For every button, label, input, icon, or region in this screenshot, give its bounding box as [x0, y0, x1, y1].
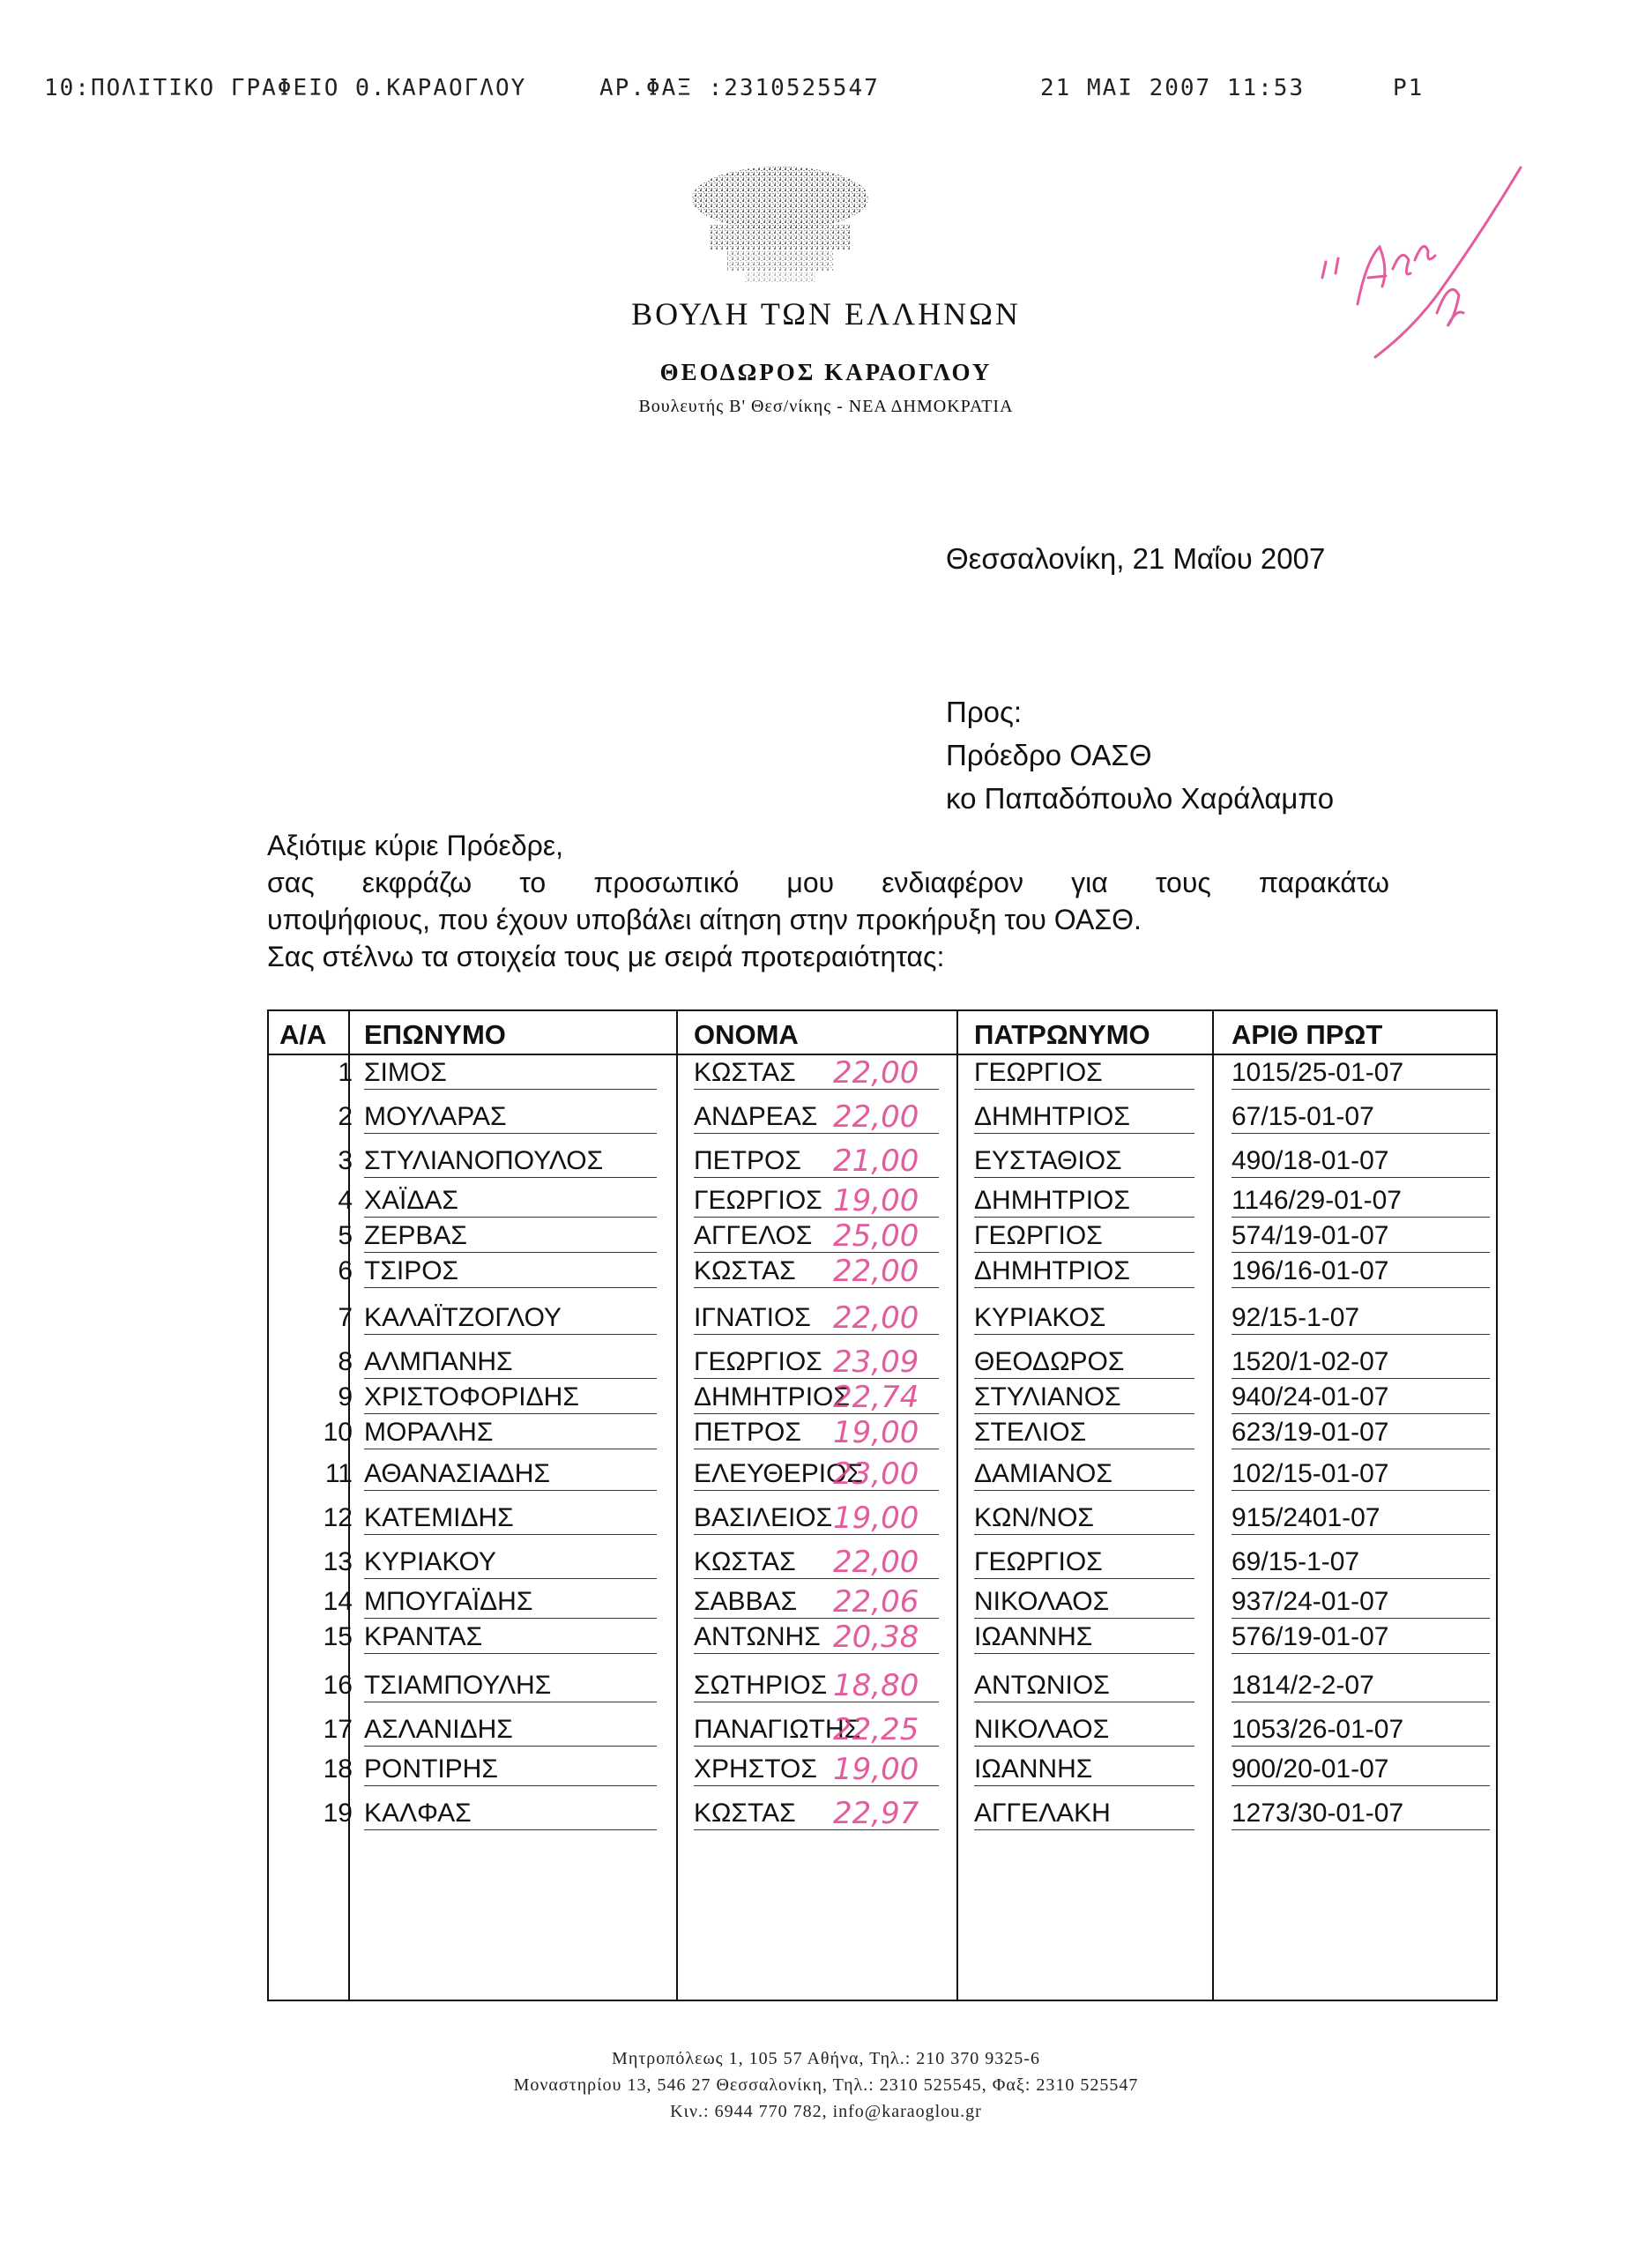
- row-number: 14: [323, 1587, 353, 1616]
- candidate-patronym: ΙΩΑΝΝΗΣ: [974, 1754, 1093, 1784]
- recipient-block: [946, 690, 1334, 820]
- candidate-firstname: ΠΕΤΡΟΣ: [694, 1418, 801, 1447]
- protocol-number: 574/19-01-07: [1232, 1221, 1389, 1250]
- candidate-firstname: ΒΑΣΙΛΕΙΟΣ: [694, 1503, 833, 1532]
- candidate-patronym: ΚΥΡΙΑΚΟΣ: [974, 1303, 1106, 1332]
- row-underline: [694, 1578, 939, 1579]
- row-underline: [694, 1089, 939, 1090]
- table-row: [269, 1055, 1496, 1091]
- handwritten-score: 22,00: [833, 1300, 919, 1336]
- handwritten-score: 19,00: [833, 1415, 919, 1450]
- row-number: 5: [338, 1221, 353, 1250]
- fax-number: ΑΡ.ΦΑΞ :2310525547: [599, 75, 880, 101]
- protocol-number: 900/20-01-07: [1232, 1754, 1389, 1784]
- row-number: 7: [338, 1303, 353, 1332]
- row-number: 8: [338, 1347, 353, 1376]
- footer-address-athens: Μητροπόλεως 1, 105 57 Αθήνα, Τηλ.: 210 370 9325-6: [612, 2049, 1040, 2068]
- row-underline: [1232, 1578, 1490, 1579]
- candidate-surname: ΜΠΟΥΓΑΪΔΗΣ: [364, 1587, 533, 1616]
- row-underline: [694, 1618, 939, 1619]
- fax-page: P1: [1393, 75, 1425, 101]
- candidate-surname: ΖΕΡΒΑΣ: [364, 1221, 467, 1250]
- table-row: [269, 1218, 1496, 1254]
- row-number: 6: [338, 1256, 353, 1285]
- candidate-surname: ΚΡΑΝΤΑΣ: [364, 1622, 483, 1651]
- candidate-surname: ΜΟΡΑΛΗΣ: [364, 1418, 494, 1447]
- candidate-surname: ΧΑΪΔΑΣ: [364, 1186, 458, 1215]
- row-underline: [974, 1177, 1194, 1178]
- candidate-firstname: ΧΡΗΣΤΟΣ: [694, 1754, 817, 1784]
- parliament-emblem-icon: [679, 163, 882, 295]
- handwritten-score: 22,00: [833, 1055, 919, 1091]
- row-underline: [974, 1252, 1194, 1253]
- row-underline: [974, 1578, 1194, 1579]
- row-underline: [974, 1287, 1194, 1288]
- row-number: 16: [323, 1671, 353, 1700]
- table-row: [269, 1712, 1496, 1747]
- column-header-aa: Α/Α: [279, 1019, 327, 1050]
- row-number: 18: [323, 1754, 353, 1784]
- row-underline: [1232, 1287, 1490, 1288]
- column-header-patronym: ΠΑΤΡΩΝΥΜΟ: [974, 1019, 1150, 1050]
- candidate-patronym: ΙΩΑΝΝΗΣ: [974, 1622, 1093, 1651]
- row-underline: [1232, 1217, 1490, 1218]
- handwritten-score: 18,80: [833, 1668, 919, 1703]
- row-number: 2: [338, 1102, 353, 1131]
- table-row: [269, 1099, 1496, 1135]
- protocol-number: 1015/25-01-07: [1232, 1058, 1404, 1087]
- candidate-patronym: ΝΙΚΟΛΑΟΣ: [974, 1715, 1110, 1744]
- candidate-surname: ΤΣΙΡΟΣ: [364, 1256, 459, 1285]
- candidates-table: [267, 1009, 1498, 2001]
- handwritten-score: 23,00: [833, 1456, 919, 1492]
- candidate-firstname: ΓΕΩΡΓΙΟΣ: [694, 1186, 822, 1215]
- row-underline: [364, 1653, 657, 1654]
- row-underline: [974, 1618, 1194, 1619]
- candidate-firstname: ΠΑΝΑΓΙΩΤΗΣ: [694, 1715, 861, 1744]
- protocol-number: 1146/29-01-07: [1232, 1186, 1402, 1215]
- handwritten-score: 19,00: [833, 1752, 919, 1787]
- protocol-number: 915/2401-07: [1232, 1503, 1380, 1532]
- row-number: 19: [323, 1799, 353, 1828]
- row-underline: [974, 1785, 1194, 1786]
- recipient-name: κο Παπαδόπουλο Χαράλαμπο: [946, 782, 1335, 815]
- row-underline: [694, 1133, 939, 1134]
- row-number: 17: [323, 1715, 353, 1744]
- row-underline: [364, 1785, 657, 1786]
- protocol-number: 102/15-01-07: [1232, 1459, 1389, 1488]
- table-row: [269, 1752, 1496, 1787]
- candidate-surname: ΑΣΛΑΝΙΔΗΣ: [364, 1715, 513, 1744]
- row-number: 4: [338, 1186, 353, 1215]
- handwritten-score: 20,38: [833, 1620, 919, 1655]
- row-underline: [974, 1089, 1194, 1090]
- row-underline: [694, 1177, 939, 1178]
- protocol-number: 937/24-01-07: [1232, 1587, 1389, 1616]
- row-underline: [1232, 1785, 1490, 1786]
- mp-name: ΘΕΟΔΩΡΟΣ ΚΑΡΑΟΓΛΟΥ: [659, 359, 993, 385]
- protocol-number: 1273/30-01-07: [1232, 1799, 1404, 1828]
- row-underline: [364, 1534, 657, 1535]
- candidate-firstname: ΚΩΣΤΑΣ: [694, 1547, 796, 1576]
- candidate-surname: ΡΟΝΤΙΡΗΣ: [364, 1754, 498, 1784]
- table-row: [269, 1254, 1496, 1289]
- candidate-surname: ΚΑΤΕΜΙΔΗΣ: [364, 1503, 514, 1532]
- table-row: [269, 1345, 1496, 1380]
- row-underline: [974, 1534, 1194, 1535]
- row-number: 1: [338, 1058, 353, 1087]
- row-underline: [1232, 1133, 1490, 1134]
- table-row: [269, 1183, 1496, 1218]
- table-row: [269, 1501, 1496, 1536]
- table-row: [269, 1456, 1496, 1492]
- row-underline: [1232, 1378, 1490, 1379]
- candidate-firstname: ΑΓΓΕΛΟΣ: [694, 1221, 813, 1250]
- row-underline: [364, 1334, 657, 1335]
- table-row: [269, 1380, 1496, 1415]
- fax-datetime: 21 ΜΑΙ 2007 11:53: [1040, 75, 1306, 101]
- footer-contact: Κιν.: 6944 770 782, info@karaoglou.gr: [670, 2102, 982, 2121]
- candidate-firstname: ΕΛΕΥΘΕΡΙΟΣ: [694, 1459, 863, 1488]
- row-underline: [1232, 1618, 1490, 1619]
- recipient-title: Πρόεδρο ΟΑΣΘ: [946, 739, 1152, 771]
- row-number: 3: [338, 1146, 353, 1175]
- row-underline: [364, 1829, 657, 1830]
- protocol-number: 576/19-01-07: [1232, 1622, 1389, 1651]
- candidate-patronym: ΓΕΩΡΓΙΟΣ: [974, 1058, 1103, 1087]
- row-underline: [1232, 1653, 1490, 1654]
- body-line-1: σας εκφράζω το προσωπικό μου ενδιαφέρον για τους παρακάτω: [267, 867, 1389, 898]
- row-underline: [364, 1618, 657, 1619]
- row-underline: [364, 1746, 657, 1747]
- protocol-number: 69/15-1-07: [1232, 1547, 1360, 1576]
- row-number: 9: [338, 1382, 353, 1412]
- handwritten-score: 22,97: [833, 1796, 919, 1831]
- row-underline: [974, 1746, 1194, 1747]
- candidate-firstname: ΓΕΩΡΓΙΟΣ: [694, 1347, 822, 1376]
- row-underline: [364, 1490, 657, 1491]
- candidate-surname: ΑΛΜΠΑΝΗΣ: [364, 1347, 513, 1376]
- candidate-firstname: ΣΑΒΒΑΣ: [694, 1587, 798, 1616]
- column-header-surname: ΕΠΩΝΥΜΟ: [364, 1019, 506, 1050]
- candidate-patronym: ΔΗΜΗΤΡΙΟΣ: [974, 1102, 1130, 1131]
- row-underline: [694, 1217, 939, 1218]
- row-underline: [364, 1413, 657, 1414]
- handwritten-scribble-icon: [1305, 163, 1525, 366]
- candidate-firstname: ΣΩΤΗΡΙΟΣ: [694, 1671, 828, 1700]
- row-underline: [694, 1785, 939, 1786]
- row-underline: [694, 1252, 939, 1253]
- candidate-surname: ΜΟΥΛΑΡΑΣ: [364, 1102, 507, 1131]
- row-underline: [974, 1653, 1194, 1654]
- table-row: [269, 1796, 1496, 1831]
- table-row: [269, 1584, 1496, 1620]
- row-underline: [364, 1378, 657, 1379]
- handwritten-score: 19,00: [833, 1501, 919, 1536]
- candidate-surname: ΑΘΑΝΑΣΙΑΔΗΣ: [364, 1459, 550, 1488]
- row-underline: [1232, 1252, 1490, 1253]
- candidate-surname: ΤΣΙΑΜΠΟΥΛΗΣ: [364, 1671, 552, 1700]
- place-date: Θεσσαλονίκη, 21 Μαΐου 2007: [946, 542, 1326, 575]
- candidate-patronym: ΑΝΤΩΝΙΟΣ: [974, 1671, 1110, 1700]
- candidate-patronym: ΚΩΝ/ΝΟΣ: [974, 1503, 1094, 1532]
- row-underline: [694, 1413, 939, 1414]
- row-underline: [694, 1287, 939, 1288]
- row-underline: [1232, 1534, 1490, 1535]
- candidate-patronym: ΔΑΜΙΑΝΟΣ: [974, 1459, 1112, 1488]
- row-underline: [974, 1133, 1194, 1134]
- salutation: Αξιότιμε κύριε Πρόεδρε,: [267, 830, 563, 861]
- row-underline: [364, 1089, 657, 1090]
- candidate-firstname: ΔΗΜΗΤΡΙΟΣ: [694, 1382, 850, 1412]
- handwritten-score: 22,25: [833, 1712, 919, 1747]
- row-underline: [364, 1578, 657, 1579]
- handwritten-score: 22,06: [833, 1584, 919, 1620]
- candidate-patronym: ΑΓΓΕΛΑΚΗ: [974, 1799, 1111, 1828]
- candidate-patronym: ΘΕΟΔΩΡΟΣ: [974, 1347, 1125, 1376]
- handwritten-score: 22,00: [833, 1099, 919, 1135]
- candidate-firstname: ΙΓΝΑΤΙΟΣ: [694, 1303, 811, 1332]
- protocol-number: 1520/1-02-07: [1232, 1347, 1389, 1376]
- mp-role: Βουλευτής Β' Θεσ/νίκης - ΝΕΑ ΔΗΜΟΚΡΑΤΙΑ: [638, 397, 1014, 416]
- protocol-number: 490/18-01-07: [1232, 1146, 1389, 1175]
- row-underline: [974, 1217, 1194, 1218]
- candidate-firstname: ΑΝΤΩΝΗΣ: [694, 1622, 821, 1651]
- protocol-number: 92/15-1-07: [1232, 1303, 1360, 1332]
- row-underline: [364, 1252, 657, 1253]
- body-line-2: υποψήφιους, που έχουν υποβάλει αίτηση στην προκήρυξη του ΟΑΣΘ.: [267, 904, 1142, 935]
- row-underline: [1232, 1089, 1490, 1090]
- handwritten-score: 19,00: [833, 1183, 919, 1218]
- candidate-firstname: ΠΕΤΡΟΣ: [694, 1146, 801, 1175]
- row-underline: [364, 1287, 657, 1288]
- row-underline: [364, 1177, 657, 1178]
- row-underline: [974, 1378, 1194, 1379]
- table-row: [269, 1415, 1496, 1450]
- row-underline: [1232, 1829, 1490, 1830]
- row-underline: [1232, 1746, 1490, 1747]
- letterhead-footer: [0, 2045, 1652, 2125]
- row-underline: [694, 1378, 939, 1379]
- row-underline: [1232, 1334, 1490, 1335]
- candidate-patronym: ΣΤΕΛΙΟΣ: [974, 1418, 1087, 1447]
- row-underline: [974, 1334, 1194, 1335]
- row-number: 13: [323, 1547, 353, 1576]
- row-underline: [694, 1534, 939, 1535]
- candidate-firstname: ΚΩΣΤΑΣ: [694, 1799, 796, 1828]
- recipient-prefix: Προς:: [946, 696, 1023, 728]
- table-row: [269, 1143, 1496, 1179]
- row-number: 11: [324, 1459, 353, 1488]
- row-underline: [974, 1413, 1194, 1414]
- candidate-firstname: ΚΩΣΤΑΣ: [694, 1058, 796, 1087]
- row-underline: [364, 1133, 657, 1134]
- parliament-name: ΒΟΥΛΗ ΤΩΝ ΕΛΛΗΝΩΝ: [631, 296, 1021, 331]
- candidate-patronym: ΓΕΩΡΓΙΟΣ: [974, 1221, 1103, 1250]
- handwritten-score: 25,00: [833, 1218, 919, 1254]
- candidate-patronym: ΓΕΩΡΓΙΟΣ: [974, 1547, 1103, 1576]
- candidate-surname: ΧΡΙΣΤΟΦΟΡΙΔΗΣ: [364, 1382, 579, 1412]
- candidate-surname: ΚΥΡΙΑΚΟΥ: [364, 1547, 496, 1576]
- row-underline: [694, 1746, 939, 1747]
- row-underline: [694, 1490, 939, 1491]
- protocol-number: 623/19-01-07: [1232, 1418, 1389, 1447]
- row-number: 12: [323, 1503, 353, 1532]
- row-underline: [1232, 1413, 1490, 1414]
- protocol-number: 1814/2-2-07: [1232, 1671, 1374, 1700]
- row-number: 15: [323, 1622, 353, 1651]
- handwritten-score: 23,09: [833, 1345, 919, 1380]
- handwritten-score: 22,74: [833, 1380, 919, 1415]
- body-line-3: Σας στέλνω τα στοιχεία τους με σειρά προτεραιότητας:: [267, 941, 945, 972]
- candidate-surname: ΚΑΛΦΑΣ: [364, 1799, 472, 1828]
- table-row: [269, 1300, 1496, 1336]
- candidate-patronym: ΔΗΜΗΤΡΙΟΣ: [974, 1256, 1130, 1285]
- candidate-firstname: ΑΝΔΡΕΑΣ: [694, 1102, 818, 1131]
- candidate-surname: ΚΑΛΑΪΤΖΟΓΛΟΥ: [364, 1303, 562, 1332]
- row-underline: [1232, 1177, 1490, 1178]
- protocol-number: 196/16-01-07: [1232, 1256, 1389, 1285]
- row-underline: [974, 1490, 1194, 1491]
- handwritten-score: 22,00: [833, 1545, 919, 1580]
- row-underline: [694, 1829, 939, 1830]
- column-header-protocol: ΑΡΙΘ ΠΡΩΤ: [1232, 1019, 1383, 1050]
- fax-recipient: 10:ΠΟΛΙΤΙΚΟ ΓΡΑΦΕΙΟ Θ.ΚΑΡΑΟΓΛΟΥ: [44, 75, 527, 101]
- table-row: [269, 1620, 1496, 1655]
- row-underline: [694, 1653, 939, 1654]
- row-underline: [694, 1334, 939, 1335]
- handwritten-score: 21,00: [833, 1143, 919, 1179]
- candidate-patronym: ΔΗΜΗΤΡΙΟΣ: [974, 1186, 1130, 1215]
- column-header-firstname: ΟΝΟΜΑ: [694, 1019, 799, 1050]
- handwritten-score: 22,00: [833, 1254, 919, 1289]
- candidate-surname: ΣΙΜΟΣ: [364, 1058, 447, 1087]
- protocol-number: 1053/26-01-07: [1232, 1715, 1404, 1744]
- protocol-number: 67/15-01-07: [1232, 1102, 1374, 1131]
- row-underline: [1232, 1490, 1490, 1491]
- row-number: 10: [323, 1418, 353, 1447]
- letter-body: [267, 827, 1389, 975]
- footer-address-thessaloniki: Μοναστηρίου 13, 546 27 Θεσσαλονίκη, Τηλ.: 2310 525545, Φαξ: 2310 525547: [513, 2075, 1139, 2095]
- candidate-patronym: ΝΙΚΟΛΑΟΣ: [974, 1587, 1110, 1616]
- candidate-firstname: ΚΩΣΤΑΣ: [694, 1256, 796, 1285]
- table-row: [269, 1668, 1496, 1703]
- row-underline: [974, 1829, 1194, 1830]
- candidate-patronym: ΣΤΥΛΙΑΝΟΣ: [974, 1382, 1121, 1412]
- protocol-number: 940/24-01-07: [1232, 1382, 1389, 1412]
- candidate-patronym: ΕΥΣΤΑΘΙΟΣ: [974, 1146, 1122, 1175]
- table-row: [269, 1545, 1496, 1580]
- candidate-surname: ΣΤΥΛΙΑΝΟΠΟΥΛΟΣ: [364, 1146, 604, 1175]
- row-underline: [364, 1217, 657, 1218]
